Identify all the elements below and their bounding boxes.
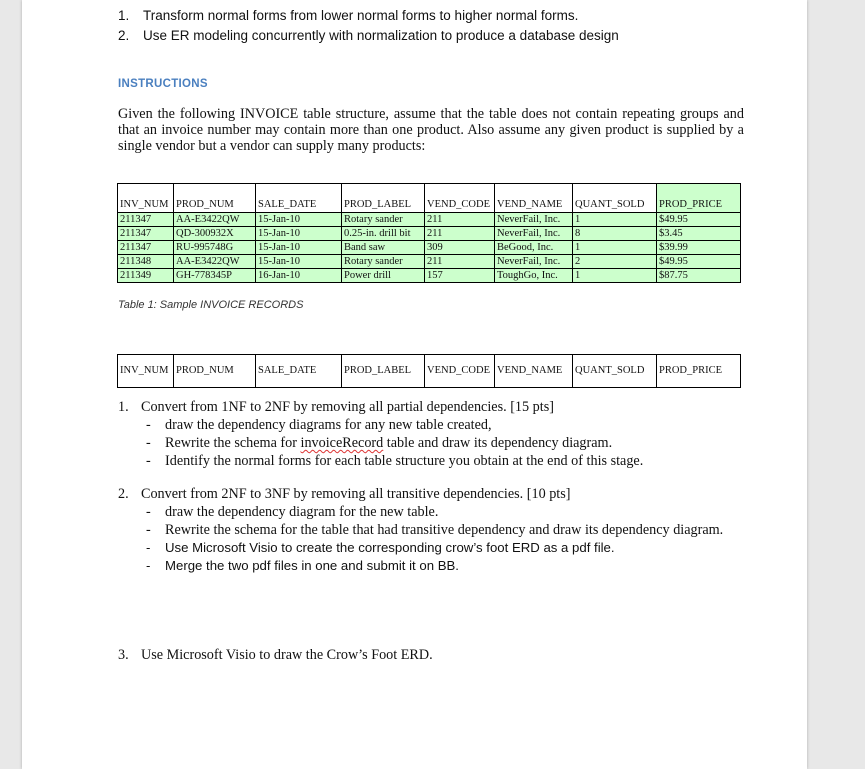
table-cell: RU-995748G [174,241,256,255]
table-row [118,227,741,241]
subitem-text: Identify the normal forms for each table structure you obtain at the end of this stage. [165,453,644,469]
table-cell: Power drill [342,269,425,283]
table-cell: $87.75 [657,269,741,283]
task-3 [118,646,768,664]
subitem-text-part: Rewrite the schema for [165,435,301,451]
col-header: VEND_NAME [495,184,573,213]
table-cell: 15-Jan-10 [256,241,342,255]
col-header: PROD_PRICE [657,355,741,388]
col-header: SALE_DATE [256,184,342,213]
task-subitem [118,434,768,452]
col-header: VEND_CODE [425,184,495,213]
table-cell: 15-Jan-10 [256,227,342,241]
table-cell: $49.95 [657,213,741,227]
table-cell: $39.99 [657,241,741,255]
task-subitem [118,452,768,470]
col-header: INV_NUM [118,355,174,388]
bullet-dash: - [146,522,151,538]
table-cell: 211 [425,213,495,227]
table-cell: Rotary sander [342,255,425,269]
task-subitem [118,503,768,521]
objective-number: 1. [118,8,130,23]
table-cell: 211347 [118,227,174,241]
objective-text: Transform normal forms from lower normal forms to higher normal forms. [143,8,579,23]
spellcheck-word: invoiceRecord [300,435,384,451]
subitem-text: draw the dependency diagrams for any new table created, [165,417,492,433]
table-cell: ToughGo, Inc. [495,269,573,283]
task-subitem [118,521,768,539]
col-header: PROD_LABEL [342,184,425,213]
task-1 [118,398,768,470]
subitem-text: Merge the two pdf files in one and submit it on BB. [165,558,459,573]
col-header: PROD_PRICE [657,184,741,213]
table-row [118,269,741,283]
task-number: 3. [118,647,129,663]
objective-item [118,6,619,26]
objectives-list [118,6,619,46]
col-header: QUANT_SOLD [573,355,657,388]
table-cell: 15-Jan-10 [256,255,342,269]
table-header-row [118,355,741,388]
bullet-dash: - [146,558,151,573]
task-subitem [118,557,768,575]
bullet-dash: - [146,504,151,520]
table-cell: 1 [573,213,657,227]
empty-invoice-table [117,354,741,388]
bullet-dash: - [146,417,151,433]
col-header: VEND_CODE [425,355,495,388]
subitem-text: draw the dependency diagram for the new table. [165,504,439,520]
objective-number: 2. [118,28,130,43]
table-cell: 16-Jan-10 [256,269,342,283]
table-row [118,241,741,255]
intro-paragraph: Given the following INVOICE table structure, assume that the table does not contain repeating groups and that an invoice number may contain more than one product. Also assume any given product is supplied by a single vendor but a vendor can supply many products: [118,106,744,154]
subitem-text: Rewrite the schema for the table that had transitive dependency and draw its dependency diagram. [165,522,724,538]
table-cell: 309 [425,241,495,255]
col-header: SALE_DATE [256,355,342,388]
table-cell: NeverFail, Inc. [495,213,573,227]
task-subitem [118,416,768,434]
objective-item [118,26,619,46]
col-header: PROD_NUM [174,355,256,388]
table-cell: 211 [425,227,495,241]
table-cell: 1 [573,241,657,255]
table-cell: 211 [425,255,495,269]
bullet-dash: - [146,435,151,451]
table-cell: NeverFail, Inc. [495,227,573,241]
table-cell: 0.25-in. drill bit [342,227,425,241]
task-text: Use Microsoft Visio to draw the Crow’s Foot ERD. [141,647,433,663]
table-cell: 211347 [118,241,174,255]
col-header: QUANT_SOLD [573,184,657,213]
col-header: INV_NUM [118,184,174,213]
subitem-text-part: table and draw its dependency diagram. [383,435,613,451]
task-heading [118,485,768,503]
task-heading [118,398,768,416]
table-cell: BeGood, Inc. [495,241,573,255]
table-cell: 211349 [118,269,174,283]
table-cell: NeverFail, Inc. [495,255,573,269]
table-cell: 1 [573,269,657,283]
task-text: Convert from 2NF to 3NF by removing all transitive dependencies. [10 pts] [141,486,571,502]
bullet-dash: - [146,540,151,555]
table-cell: 211348 [118,255,174,269]
bullet-dash: - [146,453,151,469]
table-cell: 8 [573,227,657,241]
table-cell: 2 [573,255,657,269]
table-cell: 15-Jan-10 [256,213,342,227]
col-header: PROD_LABEL [342,355,425,388]
table-cell: 157 [425,269,495,283]
table-caption: Table 1: Sample INVOICE RECORDS [118,299,304,311]
table-row [118,213,741,227]
table-cell: Rotary sander [342,213,425,227]
table-cell: AA-E3422QW [174,255,256,269]
table-cell: Band saw [342,241,425,255]
table-cell: $3.45 [657,227,741,241]
task-2 [118,485,768,575]
table-header-row [118,184,741,213]
table-cell: QD-300932X [174,227,256,241]
task-number: 2. [118,486,129,502]
instructions-heading: INSTRUCTIONS [118,78,208,90]
table-row [118,255,741,269]
subitem-text: Use Microsoft Visio to create the corresponding crow’s foot ERD as a pdf file. [165,540,615,555]
table-cell: AA-E3422QW [174,213,256,227]
table-cell: $49.95 [657,255,741,269]
task-number: 1. [118,399,129,415]
table-cell: 211347 [118,213,174,227]
col-header: VEND_NAME [495,355,573,388]
task-text: Convert from 1NF to 2NF by removing all partial dependencies. [15 pts] [141,399,554,415]
task-subitem [118,539,768,557]
task-heading [118,646,768,664]
objective-text: Use ER modeling concurrently with normalization to produce a database design [143,28,619,43]
col-header: PROD_NUM [174,184,256,213]
table-cell: GH-778345P [174,269,256,283]
invoice-table [117,183,741,283]
subitem-text [165,434,612,452]
